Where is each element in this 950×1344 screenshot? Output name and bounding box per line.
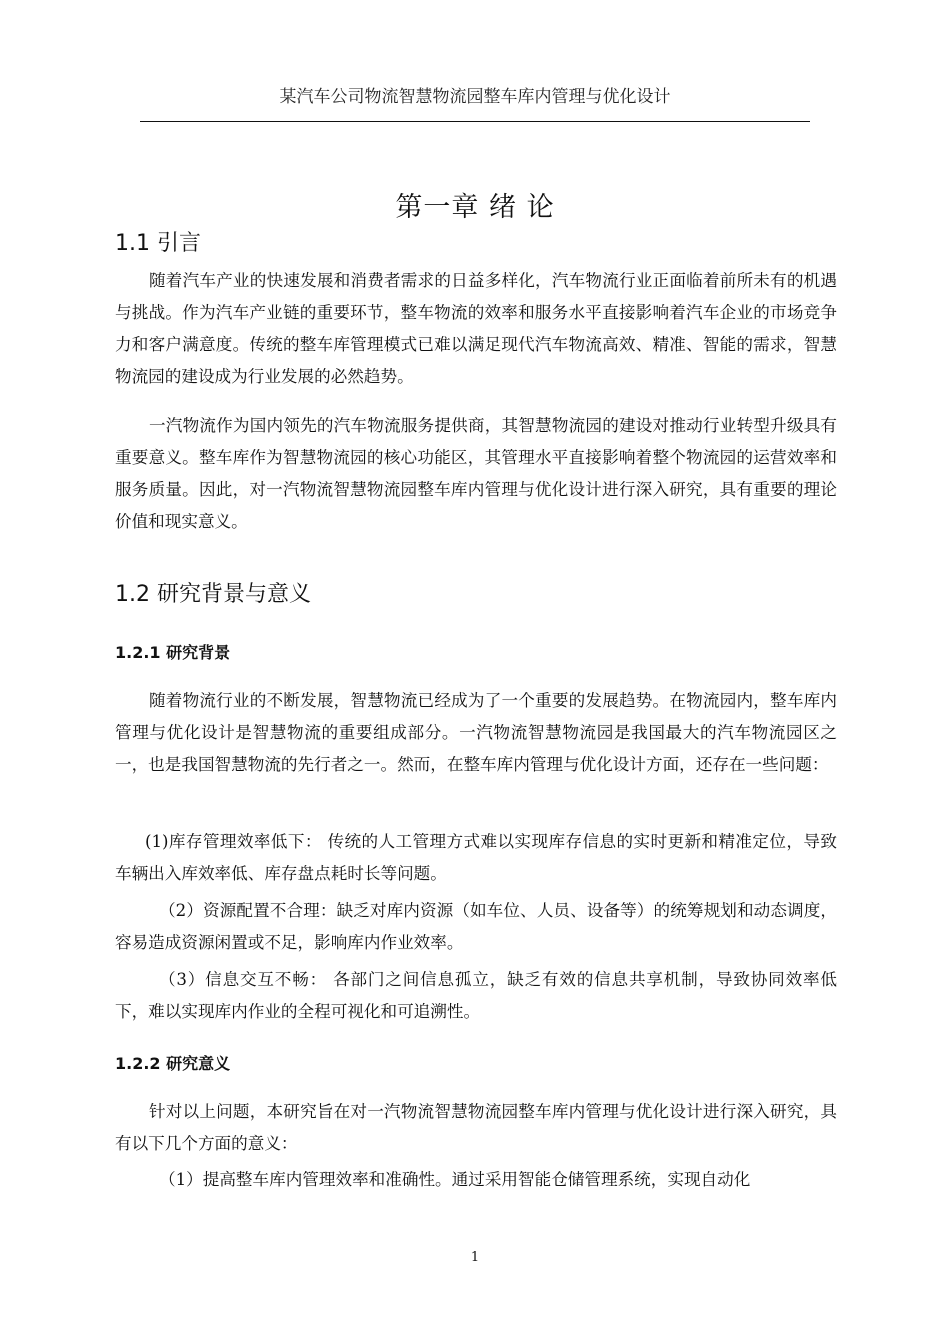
header-divider <box>140 121 810 122</box>
running-header: 某汽车公司物流智慧物流园整车库内管理与优化设计 <box>279 87 671 107</box>
chapter-title: 第一章 绪 论 <box>395 192 555 223</box>
subsection-heading-1-2-2: 1.2.2 研究意义 <box>115 1054 231 1073</box>
paragraph-intro-2: 一汽物流作为国内领先的汽车物流服务提供商，其智慧物流园的建设对推动行业转型升级具有重要意义。整车库作为智慧物流园的核心功能区，其管理水平直接影响着整个物流园的运营效率和服务质量。因此，对一汽物流智慧物流园整车库内管理与优化设计进行深入研究，具有重要的理论价值和现实意义。 <box>115 416 837 531</box>
list-item-problem-2: （2）资源配置不合理：缺乏对库内资源（如车位、人员、设备等）的统筹规划和动态调度，容易造成资源闲置或不足，影响库内作业效率。 <box>115 901 837 952</box>
paragraph-background: 随着物流行业的不断发展，智慧物流已经成为了一个重要的发展趋势。在物流园内，整车库内管理与优化设计是智慧物流的重要组成部分。一汽物流智慧物流园是我国最大的汽车物流园区之一，也是我国智慧物流的先行者之一。然而，在整车库内管理与优化设计方面，还存在一些问题： <box>115 691 837 774</box>
paragraph-intro-1: 随着汽车产业的快速发展和消费者需求的日益多样化，汽车物流行业正面临着前所未有的机遇与挑战。作为汽车产业链的重要环节，整车物流的效率和服务水平直接影响着汽车企业的市场竞争力和客户满意度。传统的整车库管理模式已难以满足现代汽车物流高效、精准、智能的需求，智慧物流园的建设成为行业发展的必然趋势。 <box>115 271 837 386</box>
paragraph-significance: 针对以上问题，本研究旨在对一汽物流智慧物流园整车库内管理与优化设计进行深入研究，具有以下几个方面的意义： <box>115 1102 837 1153</box>
subsection-heading-1-2-1: 1.2.1 研究背景 <box>115 643 231 662</box>
section-heading-1-2: 1.2 研究背景与意义 <box>115 582 311 607</box>
list-item-significance-1: （1）提高整车库内管理效率和准确性。通过采用智能仓储管理系统，实现自动化 <box>159 1170 751 1189</box>
list-item-problem-1: (1)库存管理效率低下： 传统的人工管理方式难以实现库存信息的实时更新和精准定位，导致车辆出入库效率低、库存盘点耗时长等问题。 <box>115 832 837 883</box>
page-number: 1 <box>470 1250 480 1265</box>
list-item-problem-3: （3）信息交互不畅： 各部门之间信息孤立，缺乏有效的信息共享机制，导致协同效率低下，难以实现库内作业的全程可视化和可追溯性。 <box>115 970 837 1021</box>
section-heading-1-1: 1.1 引言 <box>115 231 201 256</box>
